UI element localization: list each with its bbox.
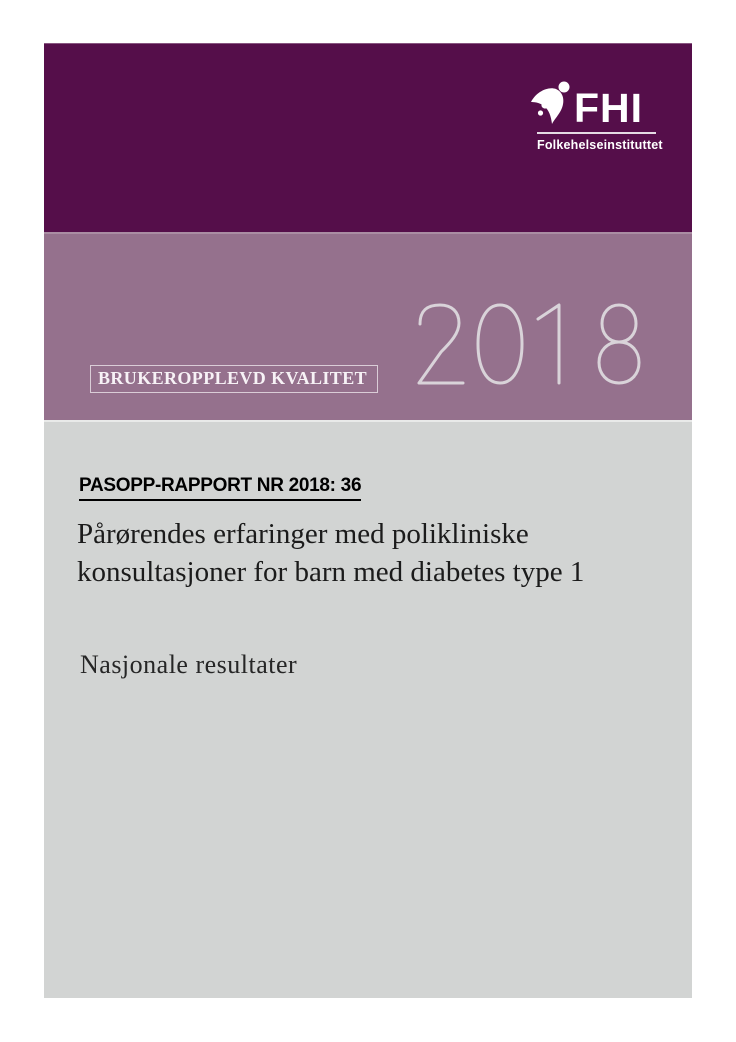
year-banner-band (44, 232, 692, 420)
fhi-swoosh-dots-icon (528, 80, 570, 124)
header-band (44, 43, 692, 232)
fhi-logo-divider (537, 132, 656, 134)
report-title (77, 515, 667, 591)
report-title-line-2: konsultasjoner for barn med diabetes type 1 (77, 556, 585, 588)
category-label-box (90, 365, 378, 393)
cover-content-area (44, 43, 692, 998)
category-label: BRUKEROPPLEVD KVALITET (98, 368, 368, 388)
fhi-logo-organization-name: Folkehelseinstituttet (537, 138, 663, 152)
report-series-label: PASOPP-RAPPORT NR 2018: 36 (79, 475, 361, 501)
report-subtitle: Nasjonale resultater (80, 650, 298, 679)
year-figure (414, 302, 650, 386)
title-band (44, 420, 692, 998)
fhi-logo-top (528, 80, 668, 131)
report-title-line-1: Pårørendes erfaringer med polikliniske (77, 518, 529, 550)
fhi-logo-abbreviation: FHI (574, 85, 644, 131)
fhi-logo (528, 80, 668, 152)
